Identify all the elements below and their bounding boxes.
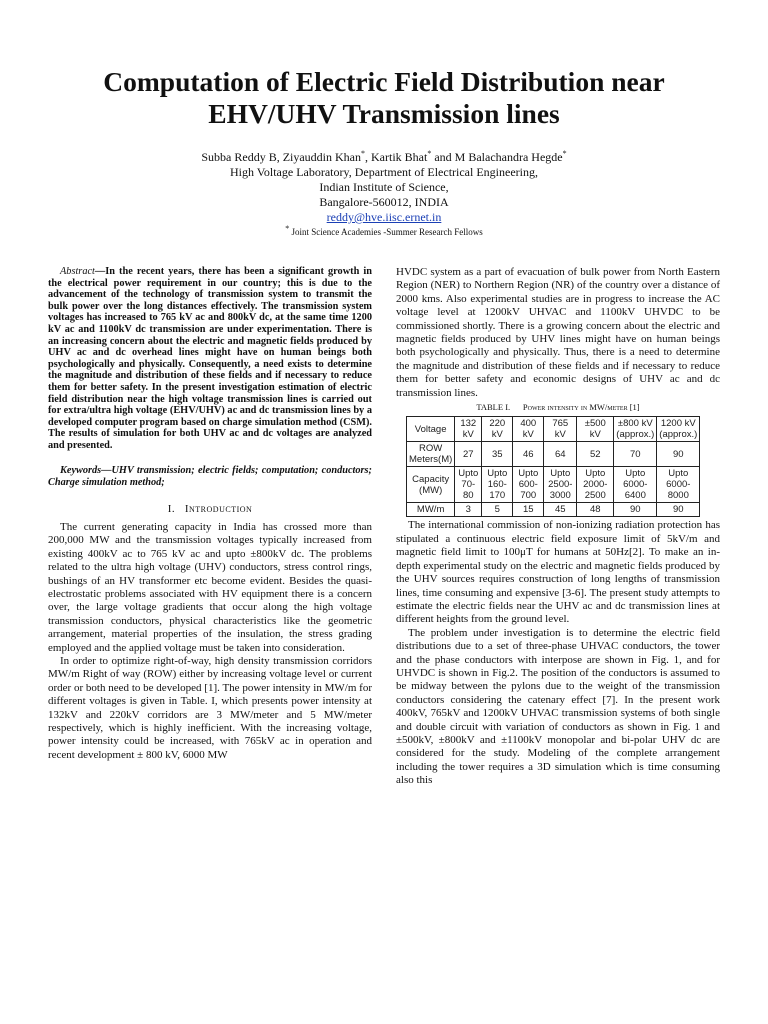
right-paragraph-continued: HVDC system as a part of evacuation of bulk power from North Eastern Region (NER) to Northern Region (NR) of the country over a distance of 2000 kms. Also experimental studies are in progress to increase the AC voltage level at 1200kV UHVAC and 1100kV UHVDC to be commissioned shortly. There is a growing concern about the electric and magnetic fields produced by UHV lines might have on human beings both psychologically and physically. Thus, there is a need to determine the magnitude and distribution of these fields and if necessary to reduce them for better safety and economic designs of UHV ac and dc transmission lines. [396,266,720,399]
table-cell: 15 [513,503,544,517]
table-cell: Upto 600-700 [513,467,544,503]
left-column [48,266,372,762]
table-cell: 400 kV [513,417,544,442]
table-cell: 5 [482,503,513,517]
table-cell: Upto 160-170 [482,467,513,503]
abstract-label: Abstract [60,266,95,277]
author-name-2: , Kartik Bhat [365,150,428,164]
table-cell: Capacity (MW) [407,467,455,503]
abstract [48,266,372,452]
right-paragraph-2: The problem under investigation is to determine the electric field distributions due to a set of three-phase UHVAC conductors, the tower and the phase conductors with interpose are shown in Fig. 1, and for UHVDC is shown in Fig.2. The position of the conductors is assumed to be midway between the pylons due to the weight of the transmission conductors considering the catenary effect [7]. In the present work 400kV, 765kV and 1200kV UHVAC transmission systems of both single and double circuit with variation of conductors as shown in Fig. 1 and ±500kV, ±800kV and ±1100kV monopolar and bi-polar UHV dc are considered for the study. Modeling of the complete arrangement including the tower requires a 3D simulation which is time consuming also this [396,626,720,787]
keywords-label: Keywords [60,464,102,476]
section-number: I. [167,502,176,515]
table-cell: 45 [544,503,577,517]
abstract-dash: — [94,266,106,277]
table-cell: 90 [657,442,700,467]
table-cell: 70 [614,442,657,467]
table-row [407,417,700,442]
table-number: TABLE I. [476,402,511,413]
table-cell: 765 kV [544,417,577,442]
right-column [396,266,720,788]
table-cell: 52 [577,442,614,467]
fellowship-footnote [40,225,728,240]
table-cell: ±800 kV (approx.) [614,417,657,442]
author-block [40,150,728,240]
email-link[interactable]: reddy@hve.iisc.ernet.in [326,210,442,224]
table-cell: 1200 kV (approx.) [657,417,700,442]
table-row [407,467,700,503]
abstract-text: In the recent years, there has been a significant growth in the electrical power requirement in our country; this is due to the advancement of the technology of transmission system to transmit the bulk power over the long distances effectively. The transmission system voltages has increased to 765 kV ac and 800kV dc, at the same time 1200 kV ac and 1100kV dc transmission are under experimentation. There is an increasing concern about the electric and magnetic fields produced by UHV ac and dc overhead lines might have on human beings both psychologically and physically. Consequently, a need exists to determine the magnitude and distribution of these fields and if necessary to reduce them for better safety. In the present investigation estimation of electric field distribution near the high voltage transmission lines is carried out for extra/ultra high voltage (EHV/UHV) ac and dc transmission lines by a developed computer program based on charge simulation method (CSM). The results of simulation for both UHV ac and dc voltages are analyzed and presented. [48,266,372,451]
table-cell: Upto 6000-6400 [614,467,657,503]
table-cell: MW/m [407,503,455,517]
keywords [48,465,372,489]
table-cell: 48 [577,503,614,517]
table-cell: Voltage [407,417,455,442]
author-name-1: Subba Reddy B, Ziyauddin Khan [201,150,362,164]
affiliation-line-3: Bangalore-560012, INDIA [319,195,449,209]
table-cell: 132 kV [455,417,482,442]
table-cell: 46 [513,442,544,467]
table-row [407,503,700,517]
title-line-1: Computation of Electric Field Distribution near [103,66,665,97]
table-cell: Upto 2000-2500 [577,467,614,503]
table-cell: 35 [482,442,513,467]
table-cell: 90 [614,503,657,517]
table-cell: 64 [544,442,577,467]
intro-paragraph-2: In order to optimize right-of-way, high density transmission corridors MW/m Right of way (ROW) either by increasing voltage level or current order or both need to be developed [1]. The power intensity in MW/m for different voltages is given in Table. I, which presents power intensity at 132kV and 220kV corridors are 3 MW/meter and 5 MW/meter respectively, which is highly inefficient. With the increasing voltage, power intensity could be increased, with 765kV ac in operation and recent development ± 800 kV, 6000 MW [48,654,372,761]
table-cell: Upto 70-80 [455,467,482,503]
table-cell: 3 [455,503,482,517]
paper-title [40,66,728,130]
author-marker: * [427,149,432,158]
table-cell: ±500 kV [577,417,614,442]
section-heading-introduction [48,503,372,516]
section-title: Introduction [184,502,253,515]
title-line-2: EHV/UHV Transmission lines [208,98,560,129]
table-title: Power intensity in MW/meter [1] [522,402,640,413]
keywords-text: —UHV transmission; electric fields; computation; conductors; Charge simulation method; [48,464,372,488]
author-names [40,150,728,165]
author-marker: * [562,149,567,158]
table-cell: 90 [657,503,700,517]
affiliation-line-2: Indian Institute of Science, [319,180,449,194]
table-cell: ROW Meters(M) [407,442,455,467]
table-cell: Upto 6000-8000 [657,467,700,503]
author-name-3: and M Balachandra Hegde [431,150,563,164]
affiliation-line-1: High Voltage Laboratory, Department of Electrical Engineering, [229,165,538,179]
table-caption [396,401,720,414]
author-marker: * [361,149,366,158]
intro-paragraph-1: The current generating capacity in India has crossed more than 200,000 MW and the transmission voltages typically increased from existing 400kV ac to 765 kV ac and upto ±800kV dc. The problems related to the ultra high voltage (UHV) conductors, stress control rings, bushings of an HV transformer etc become evident. Besides the quasi-electrostatic problems associated with HV equipment there is a concern over, the large voltage gradients that occur along the high voltage transmission conductors, physical characteristics like the geometric arrangement, material properties of the insulation, the stress grading employed and the applied voltage must be taken into consideration. [48,520,372,654]
footnote-text: Joint Science Academies -Summer Research Fellows [291,227,483,237]
table-cell: 27 [455,442,482,467]
power-intensity-table [406,416,700,517]
table-cell: 220 kV [482,417,513,442]
table-cell: Upto 2500-3000 [544,467,577,503]
right-paragraph-1: The international commission of non-ionizing radiation protection has stipulated a continuous electric field exposure limit of 5kV/m and magnetic field limit to 100μT for humans at 50Hz[2]. To make an in-depth experimental study on the electric and magnetic fields produced by the UHV sources requires construction of long lengths of transmission lines, time consuming and expensive [3-6]. The present study attempts to estimate the electric fields near the UHV ac and dc transmission lines at different heights from the ground level. [396,519,720,626]
table-row [407,442,700,467]
footnote-marker: * [285,224,290,233]
